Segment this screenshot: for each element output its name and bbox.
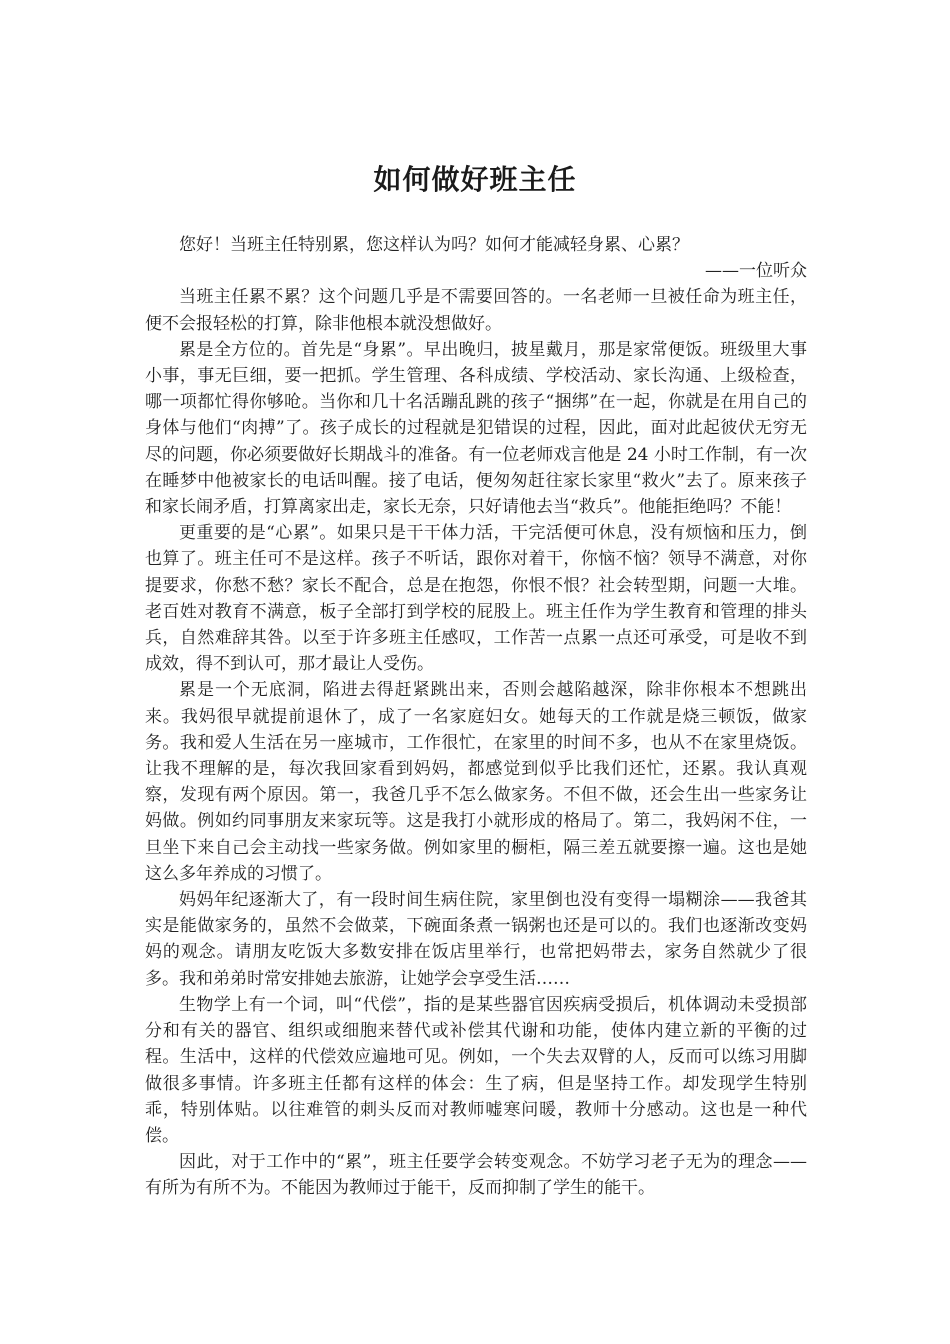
document-body <box>145 232 807 1202</box>
document-title: 如何做好班主任 <box>373 163 577 196</box>
paragraph: 累是全方位的。首先是“身累”。早出晚归，披星戴月，那是家常便饭。班级里大事小事，事无巨细，要一把抓。学生管理、各科成绩、学校活动、家长沟通、上级检查，哪一项都忙得你够呛。当你和几十名活蹦乱跳的孩子“捆绑”在一起，你就是在用自己的身体与他们“肉搏”了。孩子成长的过程就是犯错误的过程，因此，面对此起彼伏无穷无尽的问题，你必须要做好长期战斗的准备。有一位老师戏言他是 24 小时工作制，有一次在睡梦中他被家长的电话叫醒。接了电话，便匆匆赶往家长家里“救火”去了。原来孩子和家长闹矛盾，打算离家出走，家长无奈，只好请他去当“救兵”。他能拒绝吗？不能！ <box>145 339 807 518</box>
reader-question: 您好！当班主任特别累，您这样认为吗？如何才能减轻身累、心累？ <box>179 235 689 255</box>
paragraph: 妈妈年纪逐渐大了，有一段时间生病住院，家里倒也没有变得一塌糊涂——我爸其实是能做家务的，虽然不会做菜，下碗面条煮一锅粥也还是可以的。我们也逐渐改变妈妈的观念。请朋友吃饭大多数安排在饭店里举行，也常把妈带去，家务自然就少了很多。我和弟弟时常安排她去旅游，让她学会享受生活…… <box>145 890 807 989</box>
paragraph: 因此，对于工作中的“累”，班主任要学会转变观念。不妨学习老子无为的理念——有所为有所不为。不能因为教师过于能干，反而抑制了学生的能干。 <box>145 1152 807 1199</box>
paragraph: 生物学上有一个词，叫“代偿”，指的是某些器官因疾病受损后，机体调动未受损部分和有关的器官、组织或细胞来替代或补偿其代谢和功能，使体内建立新的平衡的过程。生活中，这样的代偿效应遍地可见。例如，一个失去双臂的人，反而可以练习用脚做很多事情。许多班主任都有这样的体会：生了病，但是坚持工作。却发现学生特别乖，特别体贴。以往难管的刺头反而对教师嘘寒问暖，教师十分感动。这也是一种代偿。 <box>145 994 807 1146</box>
paragraph: 累是一个无底洞，陷进去得赶紧跳出来，否则会越陷越深，除非你根本不想跳出来。我妈很早就提前退休了，成了一名家庭妇女。她每天的工作就是烧三顿饭，做家务。我和爱人生活在另一座城市，工作很忙，在家里的时间不多，也从不在家里烧饭。让我不理解的是，每次我回家看到妈妈，都感觉到似乎比我们还忙，还累。我认真观察，发现有两个原因。第一，我爸几乎不怎么做家务。不但不做，还会生出一些家务让妈做。例如约同事朋友来家玩等。这是我打小就形成的格局了。第二，我妈闲不住，一旦坐下来自己会主动找一些家务做。例如家里的橱柜，隔三差五就要擦一遍。这也是她这么多年养成的习惯了。 <box>145 680 807 884</box>
paragraph: 更重要的是“心累”。如果只是干干体力活，干完活便可休息，没有烦恼和压力，倒也算了。班主任可不是这样。孩子不听话，跟你对着干，你恼不恼？领导不满意，对你提要求，你愁不愁？家长不配合，总是在抱怨，你恨不恨？社会转型期，问题一大堆。老百姓对教育不满意，板子全部打到学校的屁股上。班主任作为学生教育和管理的排头兵，自然难辞其咎。以至于许多班主任感叹，工作苦一点累一点还可承受，可是收不到成效，得不到认可，那才最让人受伤。 <box>145 523 807 675</box>
paragraph: 当班主任累不累？这个问题几乎是不需要回答的。一名老师一旦被任命为班主任，便不会报轻松的打算，除非他根本就没想做好。 <box>145 287 807 334</box>
question-signature: ——一位听众 <box>705 261 807 282</box>
